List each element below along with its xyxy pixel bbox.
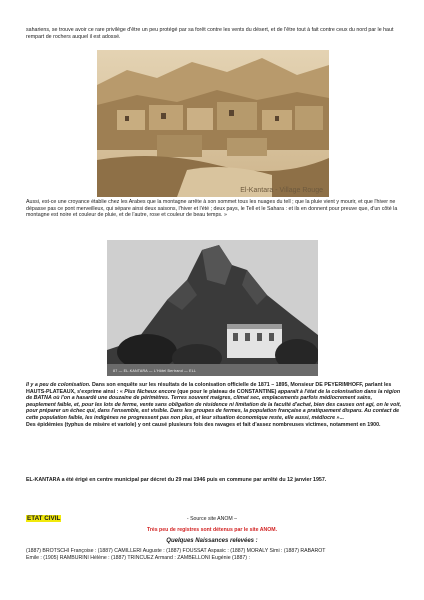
naissances-heading: Quelques Naissances relevées :	[166, 538, 258, 544]
etat-civil-label: ETAT CIVIL	[27, 515, 61, 522]
colonisation-paragraph	[26, 382, 402, 428]
croyance-paragraph: Aussi, est-ce une croyance établie chez les Arabes que la montagne arrête à son sommet tous les nuages du tell ; que la pluie vient y mourir, et que l'hiver ne dépasse pas ce pont merveilleux, qui sépare ainsi deux saisons, l'hiver et l'été ; deux pays, le Tell et le Sahara : et ils en donnent pour preuve que, d'un côté la montagne est noire et couleur de pluie, et de l'autre, rose et couleur de beau temps. »	[26, 199, 398, 219]
births-line-2: Emile : (1905) RAMBURINI Hélène : (1887) TRINCUEZ Armand : ZAMBELLONI Eugénie (1887) :	[26, 555, 250, 562]
births-list	[26, 548, 402, 562]
colonisation-heading: Il y a peu de colonisation.	[26, 382, 91, 388]
village-photo-image	[97, 50, 329, 197]
hotel-photo	[107, 240, 318, 376]
intro-paragraph: sahariens, se trouve avoir ce rare privilège d'être un peu protégé par sa forêt contre les vents du désert, et de l'être tout à fait contre ceux du nord par le haut rempart de rochers auquel il est adossé.	[26, 27, 394, 40]
births-line-1: (1887) BROTSCHI Françoise : (1887) CAMILLERI Auguste : (1887) FOUSSAT Aspasic : (1887) MORALY Simi : (1887) RABAROT	[26, 548, 326, 554]
colonisation-intro: Dans son enquête sur les résultats de la colonisation officielle de 1871 – 1895, Monsieur DE PEYERIMHOFF, parlant les HAUTS-PLATEAUX, s'exprime ainsi : «	[26, 382, 392, 395]
commune-paragraph: EL-KANTARA a été érigé en centre municipal par décret du 29 mai 1946 puis en commune par arrêté du 12 janvier 1957.	[26, 477, 327, 483]
anom-warning: Très peu de registres sont détenus par le site ANOM.	[146, 527, 278, 533]
village-photo-caption: El-Kantara - Village Rouge	[240, 187, 323, 194]
colonisation-tail: ...	[339, 414, 344, 421]
hotel-photo-caption: 87 — EL-KANTARA — L'Hôtel Bertrand — ELL	[113, 369, 197, 373]
source-line: - Source site ANOM –	[186, 516, 238, 522]
colonisation-quote: Plus fâcheux encore	[124, 388, 176, 395]
epidemics-text: Des épidémies (typhus de misère et variole) y ont causé plusieurs fois des ravages et fait d'assez nombreuses victimes, notamment en 1900.	[26, 421, 381, 428]
hotel-photo-image	[107, 240, 318, 376]
village-photo	[97, 50, 329, 197]
colonisation-quote-body: apparaît à l'état de la colonisation dans la région de BATNA où l'on a hasardé une douzaine de périmètres. Terres souvent maigres, climat sec, emplacements parfois médiocrement sains, peuplement faible, et, pour les lots de ferme, vente sans obligation de résidence ni limitation de la faculté d'achat, bien des causes ont agi, on le voit, pour préparer un échec qui, dans l'ensemble, est visible. Dans les groupes de fermes, la population française a pratiquement disparu. Au contact de cette population faible, les indigènes ne progressent pas non plus, et leur situation économique reste, elle aussi, médiocre »	[26, 388, 402, 421]
colonisation-aside: (que pour le plateau de CONSTANTINE)	[175, 388, 278, 395]
